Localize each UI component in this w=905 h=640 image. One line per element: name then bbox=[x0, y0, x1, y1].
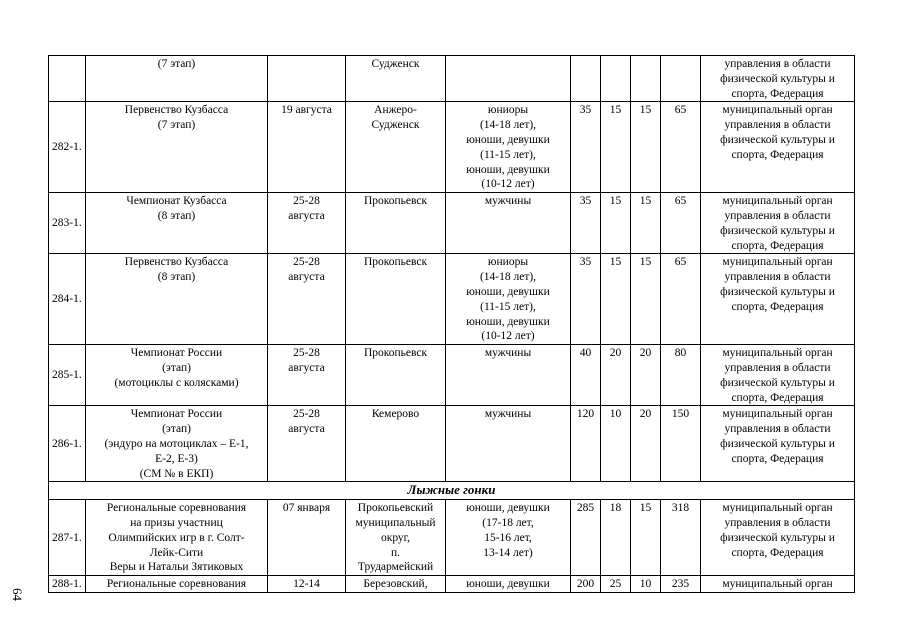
count-total: 150 bbox=[661, 406, 701, 482]
event-name: Первенство Кузбасса (8 этап) bbox=[86, 254, 268, 345]
table-row bbox=[49, 254, 855, 345]
event-place: Прокопьевский муниципальный округ, п. Трудармейский bbox=[346, 500, 446, 576]
event-date: 25-28 августа bbox=[268, 345, 346, 406]
organizer: муниципальный орган управления в области физической культуры и спорта, Федерация bbox=[701, 345, 855, 406]
count-coaches: 15 bbox=[601, 254, 631, 345]
table-row bbox=[49, 193, 855, 254]
table-row bbox=[49, 500, 855, 576]
event-name: Региональные соревнования на призы участниц Олимпийских игр в г. Солт- Лейк-Сити Веры и Натальи Зятиковых bbox=[86, 500, 268, 576]
participants: юноши, девушки (17-18 лет, 15-16 лет, 13-14 лет) bbox=[446, 500, 571, 576]
event-place: Прокопьевск bbox=[346, 345, 446, 406]
count-total: 318 bbox=[661, 500, 701, 576]
participants: мужчины bbox=[446, 406, 571, 482]
event-name: Чемпионат России (этап) (эндуро на мотоциклах – Е-1, Е-2, Е-3) (СМ № в ЕКП) bbox=[86, 406, 268, 482]
count-athletes: 40 bbox=[571, 345, 601, 406]
count-judges: 10 bbox=[631, 576, 661, 593]
event-place: Прокопьевск bbox=[346, 193, 446, 254]
participants: мужчины bbox=[446, 193, 571, 254]
count-judges: 15 bbox=[631, 193, 661, 254]
event-name: Чемпионат Кузбасса (8 этап) bbox=[86, 193, 268, 254]
event-place: Прокопьевск bbox=[346, 254, 446, 345]
organizer: муниципальный орган управления в области физической культуры и спорта, Федерация bbox=[701, 193, 855, 254]
count-athletes bbox=[571, 56, 601, 102]
event-date: 25-28 августа bbox=[268, 254, 346, 345]
count-coaches: 10 bbox=[601, 406, 631, 482]
count-coaches: 18 bbox=[601, 500, 631, 576]
event-place: Березовский, bbox=[346, 576, 446, 593]
event-date: 12-14 bbox=[268, 576, 346, 593]
organizer: муниципальный орган bbox=[701, 576, 855, 593]
count-athletes: 120 bbox=[571, 406, 601, 482]
row-number: 282-1. bbox=[49, 102, 86, 193]
count-total: 65 bbox=[661, 102, 701, 193]
table-row bbox=[49, 102, 855, 193]
count-coaches: 15 bbox=[601, 102, 631, 193]
event-name: Первенство Кузбасса (7 этап) bbox=[86, 102, 268, 193]
count-coaches: 25 bbox=[601, 576, 631, 593]
participants: юноши, девушки bbox=[446, 576, 571, 593]
event-name: Региональные соревнования bbox=[86, 576, 268, 593]
count-judges: 15 bbox=[631, 102, 661, 193]
count-athletes: 285 bbox=[571, 500, 601, 576]
organizer: управления в области физической культуры и спорта, Федерация bbox=[701, 56, 855, 102]
organizer: муниципальный орган управления в области физической культуры и спорта, Федерация bbox=[701, 500, 855, 576]
participants bbox=[446, 56, 571, 102]
count-judges: 15 bbox=[631, 500, 661, 576]
count-athletes: 35 bbox=[571, 102, 601, 193]
count-athletes: 35 bbox=[571, 193, 601, 254]
table-row bbox=[49, 56, 855, 102]
count-total bbox=[661, 56, 701, 102]
participants: юниоры (14-18 лет), юноши, девушки (11-15 лет), юноши, девушки (10-12 лет) bbox=[446, 254, 571, 345]
count-judges: 20 bbox=[631, 406, 661, 482]
organizer: муниципальный орган управления в области физической культуры и спорта, Федерация bbox=[701, 406, 855, 482]
count-total: 80 bbox=[661, 345, 701, 406]
row-number: 284-1. bbox=[49, 254, 86, 345]
schedule-table bbox=[48, 55, 855, 593]
organizer: муниципальный орган управления в области физической культуры и спорта, Федерация bbox=[701, 254, 855, 345]
event-place: Анжеро- Судженск bbox=[346, 102, 446, 193]
row-number: 288-1. bbox=[49, 576, 86, 593]
participants: мужчины bbox=[446, 345, 571, 406]
row-number bbox=[49, 56, 86, 102]
participants: юниоры (14-18 лет), юноши, девушки (11-15 лет), юноши, девушки (10-12 лет) bbox=[446, 102, 571, 193]
row-number: 286-1. bbox=[49, 406, 86, 482]
count-total: 65 bbox=[661, 254, 701, 345]
page-number: 64 bbox=[10, 588, 25, 601]
count-athletes: 200 bbox=[571, 576, 601, 593]
event-date bbox=[268, 56, 346, 102]
event-place: Судженск bbox=[346, 56, 446, 102]
count-judges: 20 bbox=[631, 345, 661, 406]
section-title: Лыжные гонки bbox=[49, 482, 855, 500]
count-coaches: 15 bbox=[601, 193, 631, 254]
event-place: Кемерово bbox=[346, 406, 446, 482]
event-date: 25-28 августа bbox=[268, 193, 346, 254]
table-row bbox=[49, 345, 855, 406]
table-row bbox=[49, 576, 855, 593]
count-judges: 15 bbox=[631, 254, 661, 345]
organizer: муниципальный орган управления в области физической культуры и спорта, Федерация bbox=[701, 102, 855, 193]
table-body-motorsport bbox=[49, 56, 855, 482]
count-coaches bbox=[601, 56, 631, 102]
event-date: 07 января bbox=[268, 500, 346, 576]
count-total: 235 bbox=[661, 576, 701, 593]
count-total: 65 bbox=[661, 193, 701, 254]
event-name: Чемпионат России (этап) (мотоциклы с колясками) bbox=[86, 345, 268, 406]
table-row bbox=[49, 406, 855, 482]
row-number: 287-1. bbox=[49, 500, 86, 576]
count-athletes: 35 bbox=[571, 254, 601, 345]
count-judges bbox=[631, 56, 661, 102]
count-coaches: 20 bbox=[601, 345, 631, 406]
event-date: 25-28 августа bbox=[268, 406, 346, 482]
section-header-row bbox=[49, 482, 855, 500]
row-number: 285-1. bbox=[49, 345, 86, 406]
event-name: (7 этап) bbox=[86, 56, 268, 102]
event-date: 19 августа bbox=[268, 102, 346, 193]
table-body-ski-racing bbox=[49, 500, 855, 593]
row-number: 283-1. bbox=[49, 193, 86, 254]
